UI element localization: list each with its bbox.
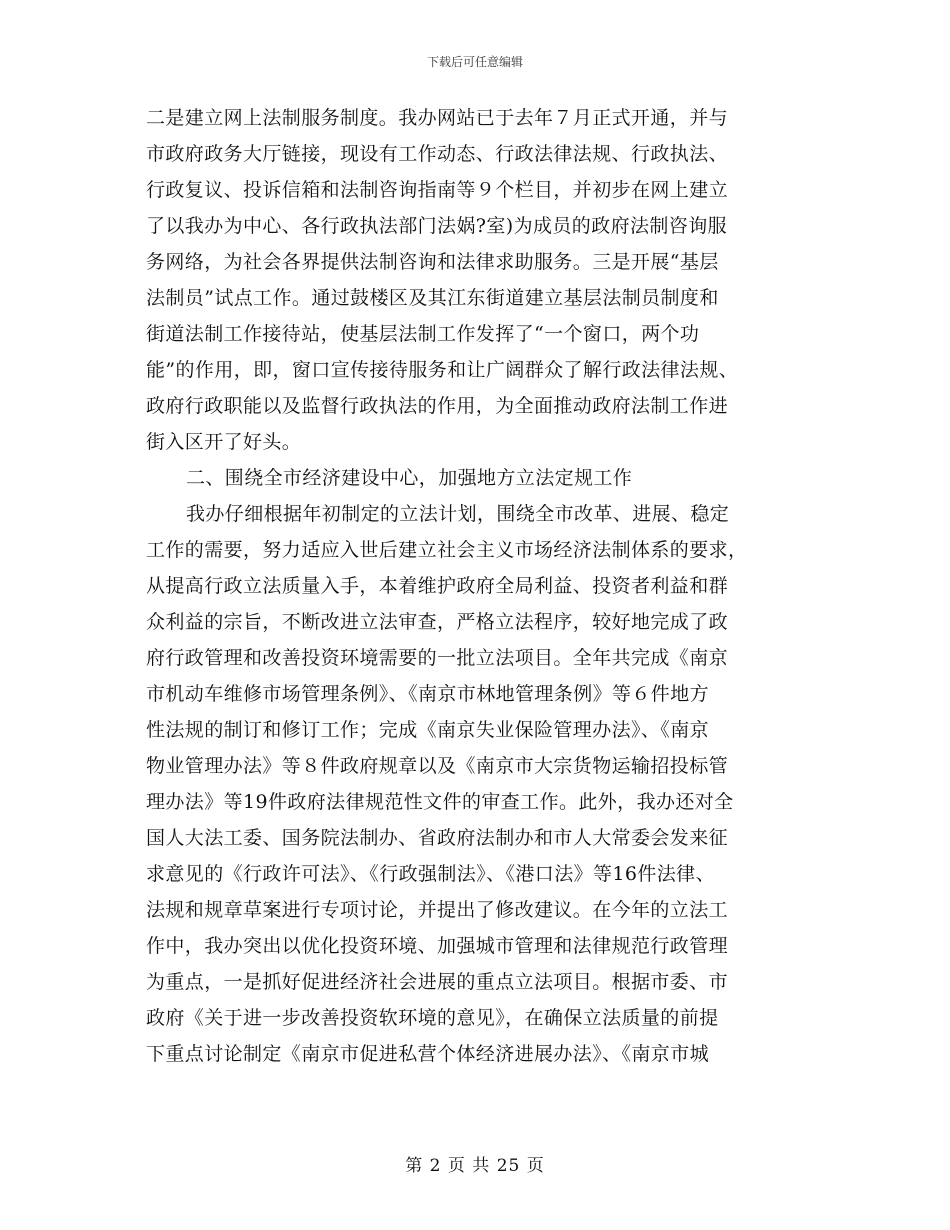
text-line: 街入区开了好头。: [146, 431, 302, 453]
text-line: 市机动车维修市场管理条例》、《南京市林地管理条例》等６件地方: [146, 683, 710, 705]
text-line: 能”的作用，即，窗口宣传接待服务和让广阔群众了解行政法律法规、: [146, 359, 739, 381]
text-line: 了以我办为中心、各行政执法部门法娲?室)为成员的政府法制咨询服: [146, 215, 728, 237]
text-line: 市政府政务大厅链接，现设有工作动态、行政法律法规、行政执法、: [146, 143, 729, 165]
text-line: 法规和规章草案进行专项讨论，并提出了修改建议。在今年的立法工: [146, 899, 729, 921]
text-line: 工作的需要，努力适应入世后建立社会主义市场经济法制体系的要求，: [146, 539, 748, 561]
page-header-note: 下载后可任意编辑: [426, 55, 523, 69]
section-heading: 二、围绕全市经济建设中心，加强地方立法定规工作: [186, 467, 633, 489]
text-line: 为重点，一是抓好促进经济社会进展的重点立法项目。根据市委、市: [146, 971, 729, 993]
text-line: 二是建立网上法制服务制度。我办网站已于去年７月正式开通，并与: [146, 107, 729, 129]
text-line: 众利益的宗旨，不断改进立法审查，严格立法程序，较好地完成了政: [146, 611, 729, 633]
paragraph-first-line: 我办仔细根据年初制定的立法计划，围绕全市改革、进展、稳定: [186, 503, 730, 525]
text-line: 政府行政职能以及监督行政执法的作用，为全面推动政府法制工作进: [146, 395, 729, 417]
text-line: 街道法制工作接待站，使基层法制工作发挥了“一个窗口，两个功: [146, 323, 700, 345]
text-line: 国人大法工委、国务院法制办、省政府法制办和市人大常委会发来征: [146, 827, 729, 849]
text-line: 从提高行政立法质量入手，本着维护政府全局利益、投资者利益和群: [146, 575, 729, 597]
page-number-footer: 第 2 页 共 25 页: [405, 1156, 545, 1176]
document-body: [146, 100, 826, 1072]
text-line: 理办法》等19件政府法律规范性文件的审查工作。此外，我办还对全: [146, 791, 734, 813]
text-line: 务网络，为社会各界提供法制咨询和法律求助服务。三是开展“基层: [146, 251, 719, 273]
text-line: 性法规的制订和修订工作；完成《南京失业保险管理办法》、《南京: [146, 719, 710, 741]
text-line: 府行政管理和改善投资环境需要的一批立法项目。全年共完成《南京: [146, 647, 729, 669]
text-line: 物业管理办法》等８件政府规章以及《南京市大宗货物运输招投标管: [146, 755, 729, 777]
text-line: 行政复议、投诉信箱和法制咨询指南等９个栏目，并初步在网上建立: [146, 179, 729, 201]
text-line: 法制员”试点工作。通过鼓楼区及其江东街道建立基层法制员制度和: [146, 287, 719, 309]
text-line: 政府《关于进一步改善投资软环境的意见》，在确保立法质量的前提: [146, 1007, 719, 1029]
text-line: 下重点讨论制定《南京市促进私营个体经济进展办法》、《南京市城: [146, 1043, 710, 1065]
text-line: 作中，我办突出以优化投资环境、加强城市管理和法律规范行政管理: [146, 935, 729, 957]
text-line: 求意见的《行政许可法》、《行政强制法》、《港口法》等16件法律、: [146, 863, 715, 885]
